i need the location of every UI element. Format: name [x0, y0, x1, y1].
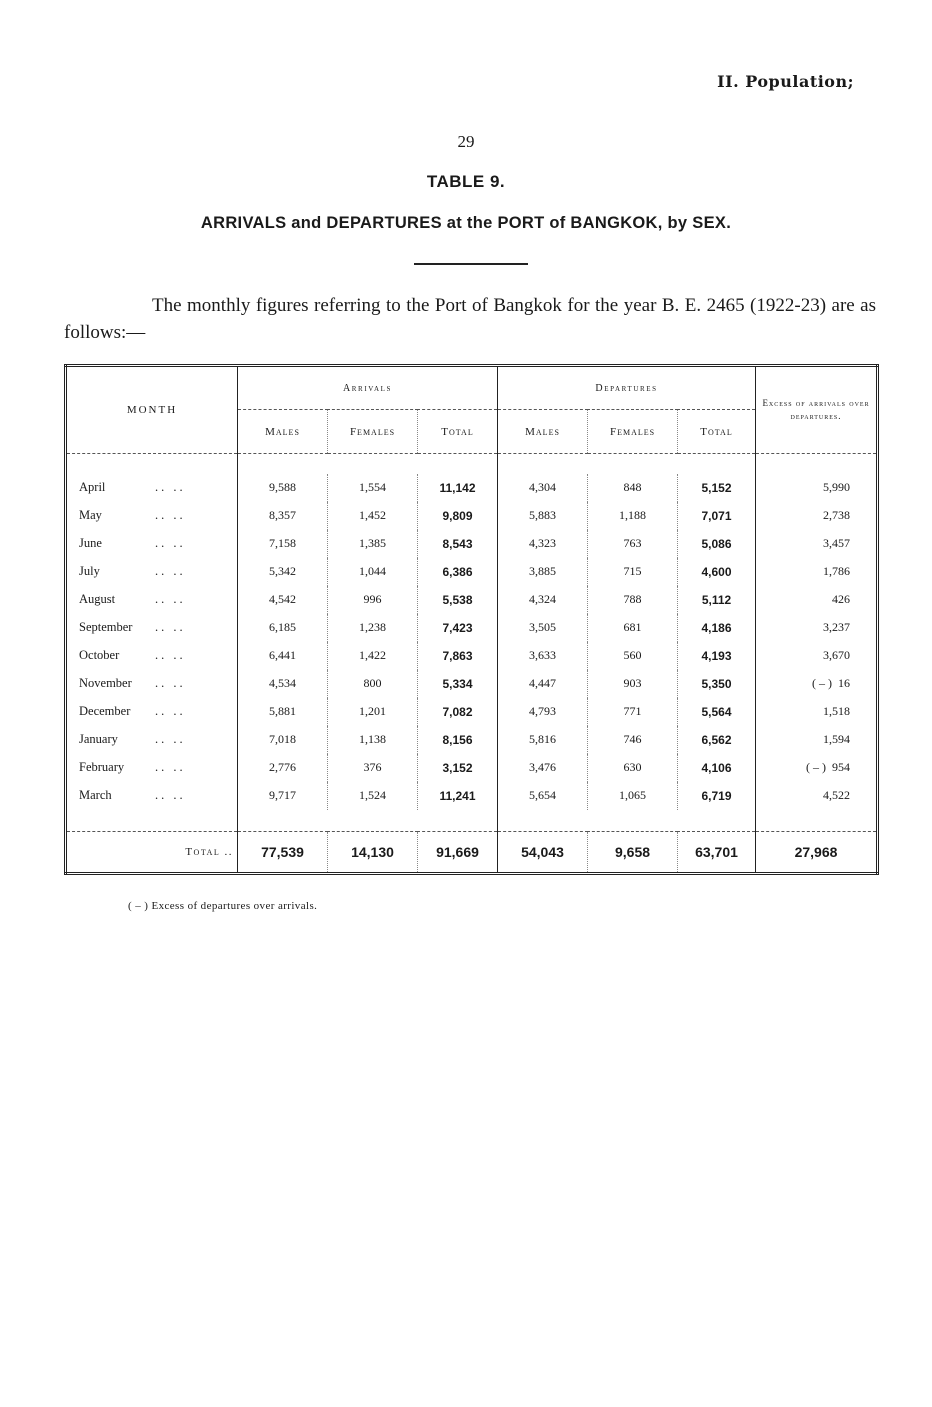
dep-males-header: Males: [498, 410, 588, 454]
leader-dots: .. ..: [155, 508, 186, 522]
leader-dots: .. ..: [155, 704, 186, 718]
departures-males-cell: 3,885: [498, 558, 588, 586]
month-cell: [66, 754, 238, 782]
departures-females-cell: 788: [588, 586, 678, 614]
departures-females-cell: 771: [588, 698, 678, 726]
arrivals-total-cell: 7,863: [418, 642, 498, 670]
arrivals-females-cell: 1,044: [328, 558, 418, 586]
arrivals-females-cell: 376: [328, 754, 418, 782]
departures-males-cell: 5,883: [498, 502, 588, 530]
arrivals-total-cell: 7,423: [418, 614, 498, 642]
excess-cell: 4,522: [756, 782, 878, 810]
table-row: [66, 474, 878, 502]
table-row: [66, 502, 878, 530]
arrivals-total-cell: 6,386: [418, 558, 498, 586]
departures-females-cell: 715: [588, 558, 678, 586]
excess-cell: 1,786: [756, 558, 878, 586]
departures-total-cell: 7,071: [678, 502, 756, 530]
departures-total-cell: 5,350: [678, 670, 756, 698]
arrivals-females-cell: 1,554: [328, 474, 418, 502]
total-dep-m-cell: 54,043: [498, 832, 588, 874]
departures-females-cell: 1,065: [588, 782, 678, 810]
table-row: [66, 782, 878, 810]
departures-males-cell: 4,304: [498, 474, 588, 502]
excess-cell: 3,670: [756, 642, 878, 670]
arrivals-males-cell: 4,534: [238, 670, 328, 698]
spacer-cell: [328, 810, 418, 832]
arrivals-females-cell: 1,422: [328, 642, 418, 670]
excess-cell: 5,990: [756, 474, 878, 502]
month-name: July: [79, 564, 100, 578]
departures-males-cell: 3,505: [498, 614, 588, 642]
arrivals-total-cell: 5,538: [418, 586, 498, 614]
arrivals-header: Arrivals: [238, 366, 498, 410]
departures-header: Departures: [498, 366, 756, 410]
departures-females-cell: 848: [588, 474, 678, 502]
footnote: ( – ) Excess of departures over arrivals.: [128, 900, 318, 912]
month-name: November: [79, 676, 132, 690]
page-number: 29: [457, 132, 475, 151]
arrivals-males-cell: 7,158: [238, 530, 328, 558]
arrivals-males-cell: 5,881: [238, 698, 328, 726]
month-cell: [66, 726, 238, 754]
arrivals-total-cell: 11,241: [418, 782, 498, 810]
table-row: [66, 670, 878, 698]
month-cell: [66, 670, 238, 698]
total-arr-m-cell: 77,539: [238, 832, 328, 874]
spacer-cell: [66, 810, 238, 832]
arrivals-females-cell: 1,524: [328, 782, 418, 810]
excess-cell: ( – ) 954: [756, 754, 878, 782]
arrivals-total-cell: 8,156: [418, 726, 498, 754]
total-label: Total ..: [185, 846, 233, 858]
departures-total-cell: 4,600: [678, 558, 756, 586]
excess-cell: 2,738: [756, 502, 878, 530]
spacer-cell: [498, 810, 588, 832]
month-name: April: [79, 480, 106, 494]
departures-females-cell: 763: [588, 530, 678, 558]
departures-males-cell: 5,816: [498, 726, 588, 754]
month-cell: [66, 530, 238, 558]
departures-females-cell: 560: [588, 642, 678, 670]
excess-cell: 1,518: [756, 698, 878, 726]
leader-dots: .. ..: [155, 620, 186, 634]
arrivals-total-cell: 11,142: [418, 474, 498, 502]
leader-dots: .. ..: [155, 788, 186, 802]
arrivals-males-cell: 8,357: [238, 502, 328, 530]
arrivals-males-cell: 4,542: [238, 586, 328, 614]
month-name: February: [79, 760, 125, 774]
month-name: January: [79, 732, 118, 746]
excess-cell: ( – ) 16: [756, 670, 878, 698]
departures-females-cell: 746: [588, 726, 678, 754]
departures-total-cell: 5,564: [678, 698, 756, 726]
arr-females-header: Females: [328, 410, 418, 454]
spacer-cell: [238, 810, 328, 832]
excess-cell: 3,457: [756, 530, 878, 558]
spacer-cell: [588, 810, 678, 832]
arrivals-males-cell: 2,776: [238, 754, 328, 782]
table-label: TABLE 9.: [426, 172, 506, 191]
departures-females-cell: 681: [588, 614, 678, 642]
leader-dots: .. ..: [155, 480, 186, 494]
leader-dots: .. ..: [155, 564, 186, 578]
spacer-cell: [678, 810, 756, 832]
table-row: [66, 586, 878, 614]
month-cell: [66, 782, 238, 810]
departures-males-cell: 4,324: [498, 586, 588, 614]
table-row: [66, 698, 878, 726]
departures-males-cell: 3,633: [498, 642, 588, 670]
arrivals-total-cell: 3,152: [418, 754, 498, 782]
departures-total-cell: 6,562: [678, 726, 756, 754]
departures-females-cell: 1,188: [588, 502, 678, 530]
data-table: [64, 364, 879, 875]
arrivals-males-cell: 9,588: [238, 474, 328, 502]
table-row: [66, 754, 878, 782]
departures-females-cell: 630: [588, 754, 678, 782]
departures-total-cell: 5,152: [678, 474, 756, 502]
leader-dots: .. ..: [155, 536, 186, 550]
total-row: [66, 832, 878, 874]
arrivals-total-cell: 9,809: [418, 502, 498, 530]
month-cell: [66, 698, 238, 726]
departures-total-cell: 4,193: [678, 642, 756, 670]
departures-total-cell: 4,186: [678, 614, 756, 642]
departures-males-cell: 4,447: [498, 670, 588, 698]
arr-total-header: Total: [418, 410, 498, 454]
table-body: [66, 454, 878, 874]
table-row: [66, 558, 878, 586]
arrivals-females-cell: 1,385: [328, 530, 418, 558]
table-row: [66, 614, 878, 642]
arrivals-females-cell: 1,201: [328, 698, 418, 726]
month-cell: [66, 558, 238, 586]
data-table-wrapper: [64, 364, 876, 875]
excess-header: Excess of arrivals over departures.: [756, 366, 878, 454]
arrivals-males-cell: 7,018: [238, 726, 328, 754]
excess-cell: 426: [756, 586, 878, 614]
arrivals-males-cell: 6,185: [238, 614, 328, 642]
excess-cell: 3,237: [756, 614, 878, 642]
departures-males-cell: 4,793: [498, 698, 588, 726]
dep-females-header: Females: [588, 410, 678, 454]
arrivals-females-cell: 996: [328, 586, 418, 614]
spacer-cell: [756, 810, 878, 832]
month-name: March: [79, 788, 112, 802]
leader-dots: .. ..: [155, 592, 186, 606]
arrivals-females-cell: 1,452: [328, 502, 418, 530]
month-name: June: [79, 536, 102, 550]
month-name: September: [79, 620, 133, 634]
table-row: [66, 642, 878, 670]
month-cell: [66, 474, 238, 502]
arrivals-females-cell: 1,138: [328, 726, 418, 754]
departures-total-cell: 5,086: [678, 530, 756, 558]
departures-females-cell: 903: [588, 670, 678, 698]
departures-total-cell: 5,112: [678, 586, 756, 614]
table-row: [66, 530, 878, 558]
arrivals-males-cell: 9,717: [238, 782, 328, 810]
total-excess-cell: 27,968: [756, 832, 878, 874]
month-header: MONTH: [66, 366, 238, 454]
departures-males-cell: 5,654: [498, 782, 588, 810]
arr-males-header: Males: [238, 410, 328, 454]
spacer-row: [66, 454, 878, 474]
total-arr-f-cell: 14,130: [328, 832, 418, 874]
arrivals-females-cell: 1,238: [328, 614, 418, 642]
excess-cell: 1,594: [756, 726, 878, 754]
total-dep-t-cell: 63,701: [678, 832, 756, 874]
spacer-row: [66, 810, 878, 832]
title-rule: [414, 263, 528, 265]
month-name: May: [79, 508, 102, 522]
departures-total-cell: 4,106: [678, 754, 756, 782]
departures-males-cell: 3,476: [498, 754, 588, 782]
arrivals-females-cell: 800: [328, 670, 418, 698]
arrivals-total-cell: 8,543: [418, 530, 498, 558]
month-name: October: [79, 648, 120, 662]
leader-dots: .. ..: [155, 676, 186, 690]
departures-total-cell: 6,719: [678, 782, 756, 810]
table-title: ARRIVALS and DEPARTURES at the PORT of BANGKOK, by SEX.: [200, 214, 732, 232]
month-cell: [66, 586, 238, 614]
spacer-cell: [418, 810, 498, 832]
total-arr-t-cell: 91,669: [418, 832, 498, 874]
month-cell: [66, 642, 238, 670]
arrivals-total-cell: 7,082: [418, 698, 498, 726]
month-cell: [66, 614, 238, 642]
departures-males-cell: 4,323: [498, 530, 588, 558]
month-name: August: [79, 592, 116, 606]
intro-paragraph: The monthly figures referring to the Port of Bangkok for the year B. E. 2465 (1922-23) are as follows:—: [64, 295, 876, 343]
leader-dots: .. ..: [155, 732, 186, 746]
dep-total-header: Total: [678, 410, 756, 454]
month-cell: [66, 502, 238, 530]
leader-dots: .. ..: [155, 760, 186, 774]
arrivals-males-cell: 5,342: [238, 558, 328, 586]
arrivals-males-cell: 6,441: [238, 642, 328, 670]
table-row: [66, 726, 878, 754]
arrivals-total-cell: 5,334: [418, 670, 498, 698]
total-dep-f-cell: 9,658: [588, 832, 678, 874]
running-head: II. Population;: [717, 72, 854, 91]
leader-dots: .. ..: [155, 648, 186, 662]
month-name: December: [79, 704, 131, 718]
